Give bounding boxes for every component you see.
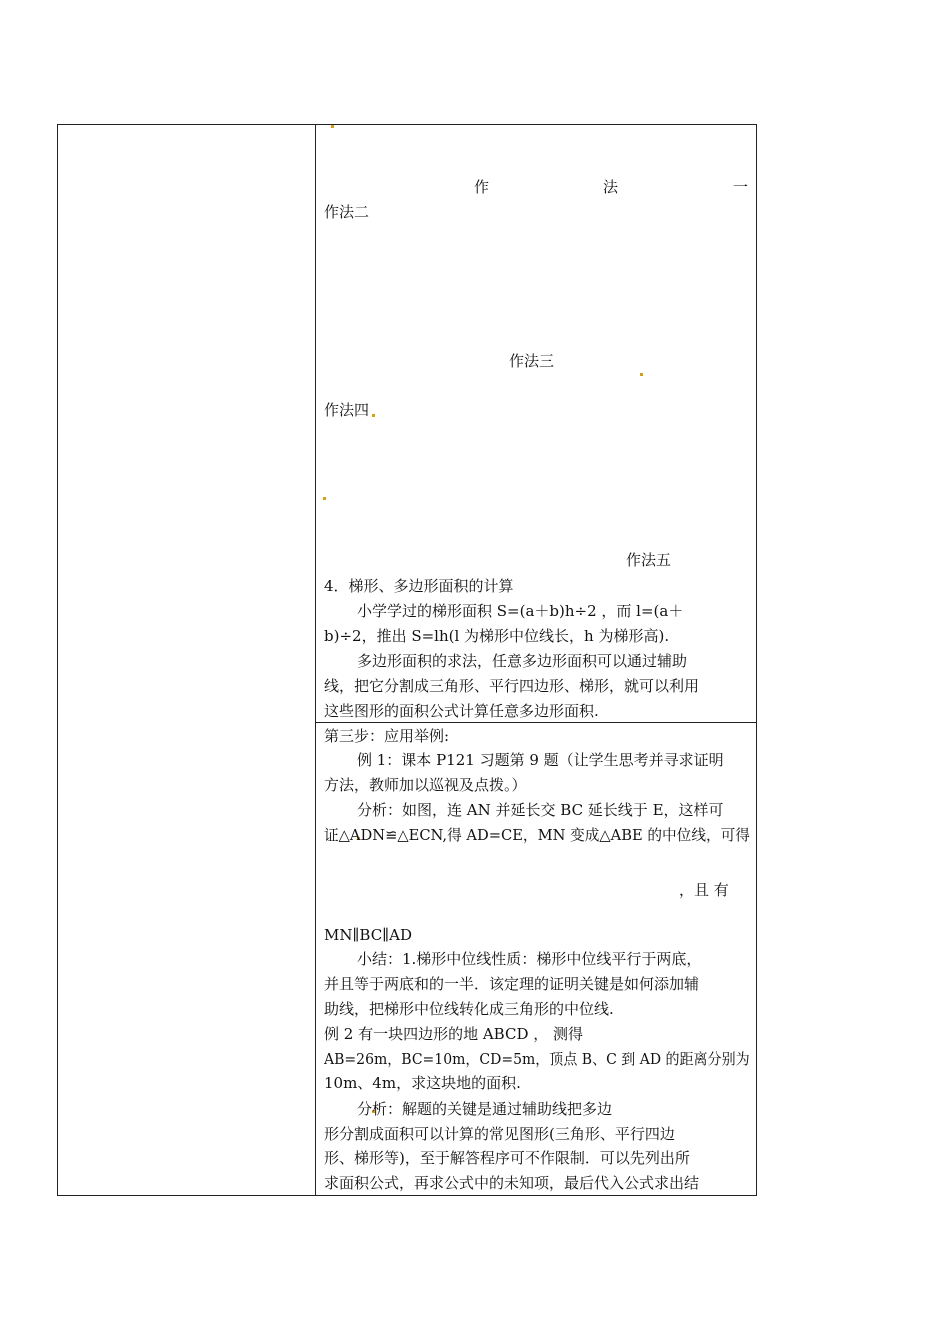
para-2-line-2: 线，把它分割成三角形、平行四边形、梯形，就可以利用	[324, 677, 700, 695]
analysis-2-line-4: 求面积公式，再求公式中的未知项，最后代入公式求出结	[324, 1174, 700, 1192]
analysis-1-line-2: 证△ADN≌△ECN,得 AD=CE，MN 变成△ABE 的中位线，可得	[324, 826, 750, 844]
column-divider	[315, 125, 316, 1195]
parallel-statement: MN∥BC∥AD	[324, 926, 412, 944]
analysis-2-line-1: 分析：解题的关键是通过辅助线把多边	[357, 1100, 613, 1118]
marker-dot	[323, 497, 326, 500]
example-2-line-1: 例 2 有一块四边形的地 ABCD ， 测得	[324, 1025, 584, 1043]
analysis-1-line-1: 分析：如图，连 AN 并延长交 BC 延长线于 E，这样可	[357, 801, 724, 819]
method-5-label: 作法五	[626, 551, 672, 569]
example-1-line-1: 例 1：课本 P121 习题第 9 题（让学生思考并寻求证明	[357, 751, 724, 769]
example-2-line-3: 10m、4m，求这块地的面积.	[324, 1074, 521, 1092]
summary-line-2: 并且等于两底和的一半．该定理的证明关键是如何添加辅	[324, 975, 700, 993]
para-1-line-1: 小学学过的梯形面积 S=(a＋b)h÷2 ，而 l=(a＋	[357, 602, 684, 620]
summary-line-3: 助线，把梯形中位线转化成三角形的中位线.	[324, 1000, 614, 1018]
example-1-line-2: 方法，教师加以巡视及点拨。）	[324, 776, 527, 794]
para-1-line-2: b)÷2，推出 S=lh(l 为梯形中位线长，h 为梯形高).	[324, 627, 670, 645]
section-4-heading: 4．梯形、多边形面积的计算	[324, 577, 514, 595]
and-has-text: ，且 有	[679, 881, 729, 899]
method-2-label: 作法二	[324, 203, 370, 221]
analysis-2-line-2: 形分割成面积可以计算的常见图形(三角形、平行四边	[324, 1125, 675, 1143]
method-1-char-b: 法	[603, 178, 619, 196]
method-3-label: 作法三	[509, 352, 555, 370]
marker-dot	[331, 125, 334, 128]
marker-dot	[372, 414, 375, 417]
para-2-line-1: 多边形面积的求法，任意多边形面积可以通过辅助	[357, 652, 688, 670]
para-2-line-3: 这些图形的面积公式计算任意多边形面积.	[324, 702, 599, 720]
step-3-heading: 第三步：应用举例:	[324, 727, 450, 745]
method-1-char-a: 作	[474, 178, 490, 196]
example-2-line-2: AB=26m，BC=10m，CD=5m，顶点 B、C 到 AD 的距离分别为	[324, 1050, 750, 1068]
summary-line-1: 小结：1.梯形中位线性质：梯形中位线平行于两底，	[357, 950, 702, 968]
marker-dot	[640, 373, 643, 376]
analysis-2-line-3: 形、梯形等)，至于解答程序可不作限制．可以先列出所	[324, 1149, 690, 1167]
method-4-label: 作法四	[324, 401, 370, 419]
method-1-char-c: 一	[733, 178, 749, 196]
